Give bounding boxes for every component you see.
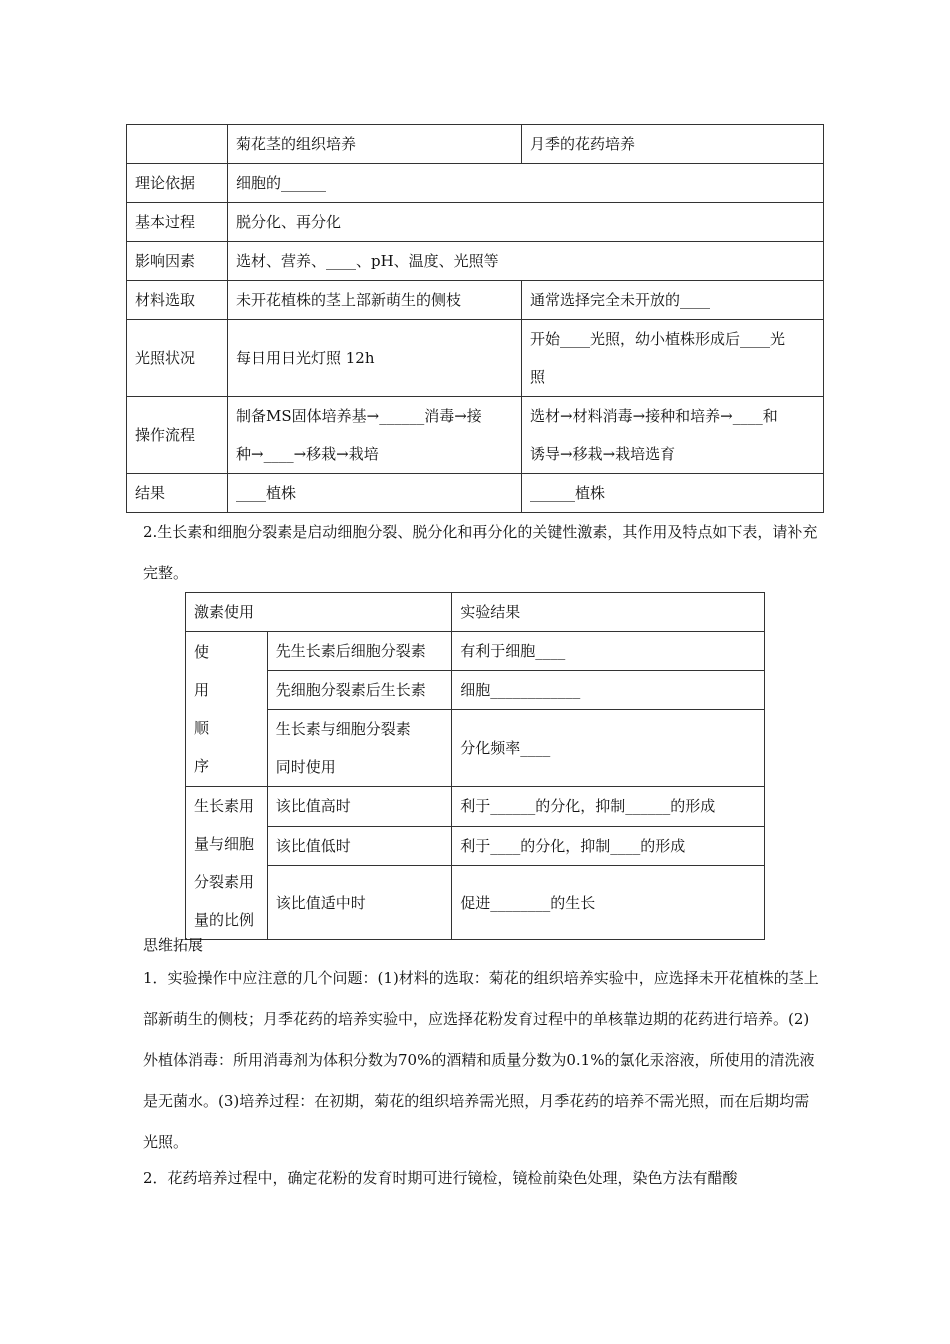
table-row [186,671,765,710]
row-label: 理论依据 [127,164,228,203]
group-char: 用 [194,681,210,699]
table-cell: 该比值高时 [267,787,452,827]
table-row [186,632,765,671]
table-cell: 利于______的分化，抑制______的形成 [452,787,765,827]
table-row [127,320,824,397]
table-header: 菊花茎的组织培养 [228,125,522,164]
table-row [127,397,824,474]
table-cell: 先生长素后细胞分裂素 [267,632,452,671]
paragraph-hormones: 2.生长素和细胞分裂素是启动细胞分裂、脱分化和再分化的关键性激素，其作用及特点如下表，请补充完整。 [143,523,818,582]
table-cell: 选材、营养、____、pH、温度、光照等 [228,242,824,281]
row-label: 材料选取 [127,281,228,320]
row-label: 影响因素 [127,242,228,281]
table-cell: 通常选择完全未开放的____ [522,281,824,320]
table-row [127,242,824,281]
table-cell: 分化频率____ [452,710,765,787]
group-line: 分裂素用 [194,873,255,891]
hormone-table [185,592,765,940]
table-row [127,474,824,513]
table-row [127,125,824,164]
table-row [127,281,824,320]
group-label-ratio [186,787,268,940]
group-line: 生长素用 [194,797,255,815]
row-label: 光照状况 [127,320,228,397]
cell-line: 开始____光照，幼小植株形成后____光 [530,330,786,348]
table-cell [127,125,228,164]
cell-line: 制备MS固体培养基→______消毒→接 [236,407,482,425]
table-cell: 未开花植株的茎上部新萌生的侧枝 [228,281,522,320]
group-label-order [186,632,268,787]
table-cell: ____植株 [228,474,522,513]
table-cell: 细胞的______ [228,164,824,203]
table-cell: 每日用日光灯照 12h [228,320,522,397]
table-cell: 有利于细胞____ [452,632,765,671]
group-char: 使 [194,643,210,661]
row-label: 基本过程 [127,203,228,242]
cell-line: 种→____→移栽→栽培 [236,445,379,463]
table-cell: 该比值低时 [267,826,452,866]
table-cell: 脱分化、再分化 [228,203,824,242]
group-line: 量与细胞 [194,835,255,853]
table-cell: 利于____的分化，抑制____的形成 [452,826,765,866]
cell-line: 同时使用 [275,758,336,776]
cell-line: 生长素与细胞分裂素 [275,720,411,738]
table-cell: 该比值适中时 [267,866,452,940]
table-cell: 先细胞分裂素后生长素 [267,671,452,710]
paragraph-notes: 1．实验操作中应注意的几个问题：(1)材料的选取：菊花的组织培养实验中，应选择未开花植株的茎上部新萌生的侧枝；月季花药的培养实验中，应选择花粉发育过程中的单核靠边期的花药进行培养。(2)外植体消毒：所用消毒剂为体积分数为70%的酒精和质量分数为0.1%的氯化汞溶液，所使用的清洗液是无菌水。(3)培养过程：在初期，菊花的组织培养需光照，月季花药的培养不需光照，而在后期均需光照。 [143,969,819,1151]
group-char: 序 [194,757,210,775]
table-cell: ______植株 [522,474,824,513]
table-cell [228,397,522,474]
table-cell [267,710,452,787]
table-header: 激素使用 [186,593,452,632]
table-header: 实验结果 [452,593,765,632]
cell-line: 照 [530,368,546,386]
table-cell: 细胞____________ [452,671,765,710]
table-row [127,203,824,242]
cell-line: 选材→材料消毒→接种和培养→____和 [530,407,778,425]
row-label: 操作流程 [127,397,228,474]
row-label: 结果 [127,474,228,513]
table-row [186,787,765,827]
paragraph-anther: 2．花药培养过程中，确定花粉的发育时期可进行镜检，镜检前染色处理，染色方法有醋酸 [143,1169,738,1187]
culture-comparison-table [126,124,824,513]
group-line: 量的比例 [194,911,255,929]
cell-line: 诱导→移栽→栽培选育 [530,445,676,463]
table-cell: 促进________的生长 [452,866,765,940]
table-header: 月季的花药培养 [522,125,824,164]
section-title: 思维拓展 [143,936,204,954]
table-row [186,593,765,632]
table-row [186,826,765,866]
table-cell [522,397,824,474]
table-row [186,710,765,787]
table-row [127,164,824,203]
group-char: 顺 [194,719,210,737]
table-cell [522,320,824,397]
